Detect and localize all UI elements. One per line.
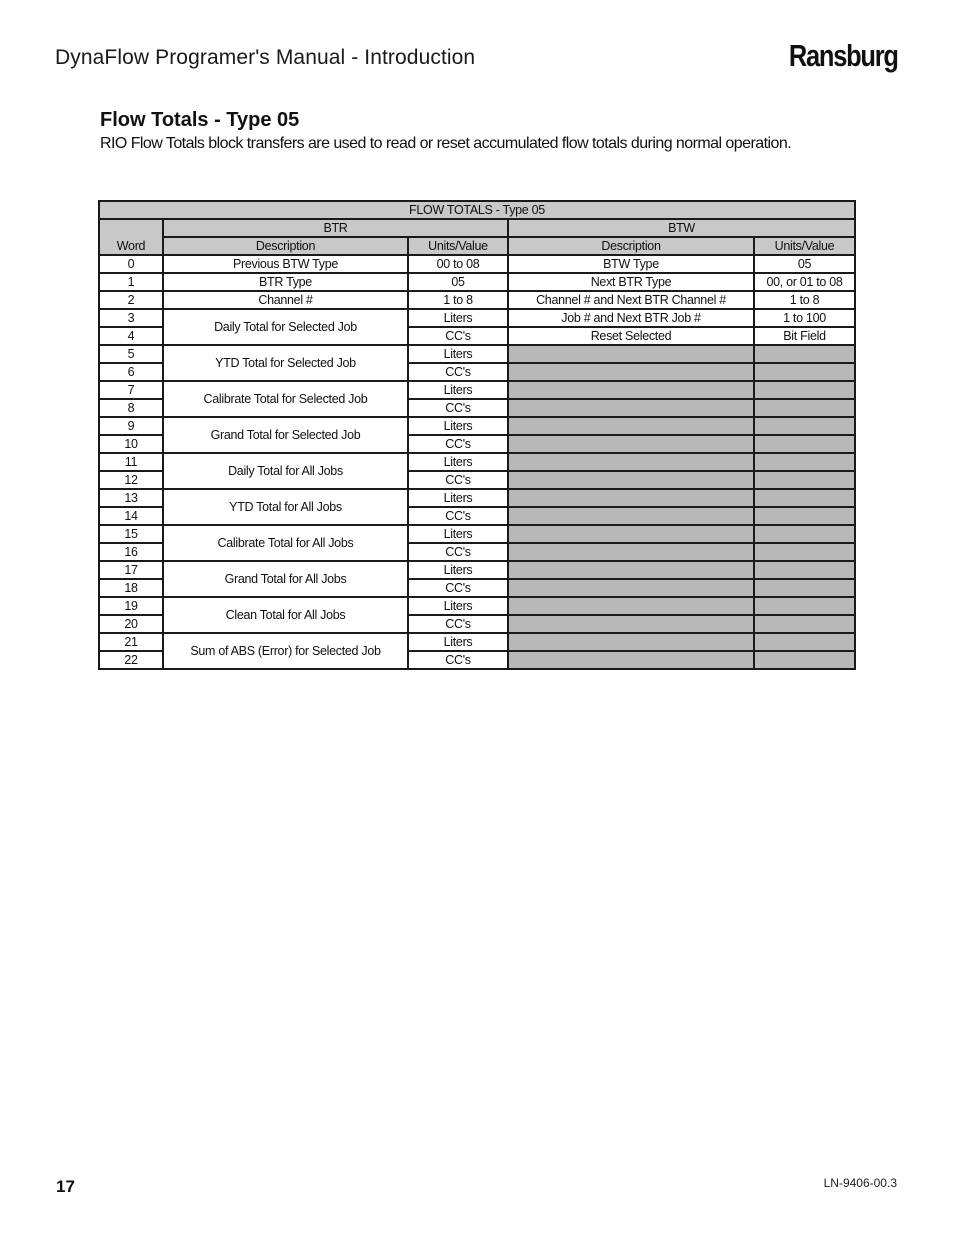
btr-units-cell: CC's bbox=[408, 399, 508, 417]
btw-units-cell bbox=[754, 651, 855, 669]
word-cell: 16 bbox=[99, 543, 163, 561]
btr-description-cell: Previous BTW Type bbox=[163, 255, 408, 273]
btr-description-cell: Grand Total for Selected Job bbox=[163, 417, 408, 453]
word-column-header: Word bbox=[99, 219, 163, 255]
document-number: LN-9406-00.3 bbox=[823, 1176, 897, 1190]
table-row bbox=[99, 561, 855, 579]
btr-units-cell: Liters bbox=[408, 453, 508, 471]
btr-description-cell: Daily Total for All Jobs bbox=[163, 453, 408, 489]
word-cell: 10 bbox=[99, 435, 163, 453]
table-row bbox=[99, 525, 855, 543]
btw-description-cell bbox=[508, 543, 754, 561]
word-cell: 13 bbox=[99, 489, 163, 507]
table-row bbox=[99, 633, 855, 651]
btr-units-header: Units/Value bbox=[408, 237, 508, 255]
btw-units-cell bbox=[754, 579, 855, 597]
word-cell: 20 bbox=[99, 615, 163, 633]
btw-description-cell bbox=[508, 507, 754, 525]
btr-units-cell: 1 to 8 bbox=[408, 291, 508, 309]
btw-units-cell: 05 bbox=[754, 255, 855, 273]
word-cell: 0 bbox=[99, 255, 163, 273]
word-cell: 18 bbox=[99, 579, 163, 597]
btw-description-cell bbox=[508, 579, 754, 597]
btw-description-cell bbox=[508, 435, 754, 453]
btw-description-cell: BTW Type bbox=[508, 255, 754, 273]
btr-units-cell: CC's bbox=[408, 435, 508, 453]
btw-description-cell: Next BTR Type bbox=[508, 273, 754, 291]
table-row bbox=[99, 417, 855, 435]
btr-units-cell: Liters bbox=[408, 525, 508, 543]
page-header-title: DynaFlow Programer's Manual - Introduction bbox=[55, 46, 476, 69]
btw-units-cell bbox=[754, 597, 855, 615]
btw-units-cell bbox=[754, 471, 855, 489]
btr-units-cell: Liters bbox=[408, 489, 508, 507]
btw-units-cell bbox=[754, 561, 855, 579]
btr-group-header: BTR bbox=[163, 219, 508, 237]
table-row bbox=[99, 597, 855, 615]
btr-description-header: Description bbox=[163, 237, 408, 255]
word-cell: 8 bbox=[99, 399, 163, 417]
btr-description-cell: Daily Total for Selected Job bbox=[163, 309, 408, 345]
btr-units-cell: CC's bbox=[408, 615, 508, 633]
btr-description-cell: Sum of ABS (Error) for Selected Job bbox=[163, 633, 408, 669]
btr-units-cell: Liters bbox=[408, 417, 508, 435]
word-cell: 17 bbox=[99, 561, 163, 579]
btw-units-header: Units/Value bbox=[754, 237, 855, 255]
btw-description-cell bbox=[508, 453, 754, 471]
table-row bbox=[99, 381, 855, 399]
btw-description-cell bbox=[508, 561, 754, 579]
btr-units-cell: CC's bbox=[408, 543, 508, 561]
page-number: 17 bbox=[56, 1177, 75, 1196]
btw-units-cell: 1 to 100 bbox=[754, 309, 855, 327]
btw-description-cell bbox=[508, 345, 754, 363]
table-row bbox=[99, 345, 855, 363]
btw-description-cell bbox=[508, 417, 754, 435]
word-cell: 5 bbox=[99, 345, 163, 363]
btw-description-cell bbox=[508, 489, 754, 507]
btw-units-cell bbox=[754, 507, 855, 525]
btw-description-cell bbox=[508, 597, 754, 615]
word-cell: 4 bbox=[99, 327, 163, 345]
btr-units-cell: 00 to 08 bbox=[408, 255, 508, 273]
word-cell: 14 bbox=[99, 507, 163, 525]
btr-description-cell: Grand Total for All Jobs bbox=[163, 561, 408, 597]
btw-description-cell bbox=[508, 381, 754, 399]
btw-group-header: BTW bbox=[508, 219, 855, 237]
btw-units-cell: 1 to 8 bbox=[754, 291, 855, 309]
btw-units-cell: 00, or 01 to 08 bbox=[754, 273, 855, 291]
btw-description-cell bbox=[508, 471, 754, 489]
btw-description-cell: Job # and Next BTR Job # bbox=[508, 309, 754, 327]
btr-units-cell: Liters bbox=[408, 561, 508, 579]
btr-description-cell: Calibrate Total for Selected Job bbox=[163, 381, 408, 417]
section-intro: RIO Flow Totals block transfers are used to read or reset accumulated flow totals during normal operation. bbox=[100, 135, 792, 152]
btw-description-cell bbox=[508, 399, 754, 417]
flow-totals-table-container bbox=[98, 200, 854, 670]
btw-description-cell: Reset Selected bbox=[508, 327, 754, 345]
btr-description-cell: YTD Total for Selected Job bbox=[163, 345, 408, 381]
btr-units-cell: CC's bbox=[408, 363, 508, 381]
btw-units-cell bbox=[754, 633, 855, 651]
word-cell: 12 bbox=[99, 471, 163, 489]
btw-description-cell bbox=[508, 615, 754, 633]
btw-units-cell bbox=[754, 615, 855, 633]
btr-units-cell: Liters bbox=[408, 597, 508, 615]
table-row bbox=[99, 273, 855, 291]
table-row bbox=[99, 255, 855, 273]
btw-description-cell bbox=[508, 633, 754, 651]
btw-units-cell bbox=[754, 399, 855, 417]
btw-description-cell bbox=[508, 525, 754, 543]
btw-units-cell bbox=[754, 489, 855, 507]
section-title: Flow Totals - Type 05 bbox=[100, 109, 300, 131]
btr-units-cell: Liters bbox=[408, 633, 508, 651]
table-body bbox=[99, 255, 855, 669]
table-row bbox=[99, 453, 855, 471]
btr-units-cell: CC's bbox=[408, 327, 508, 345]
btw-units-cell bbox=[754, 453, 855, 471]
btw-units-cell bbox=[754, 417, 855, 435]
btr-description-cell: BTR Type bbox=[163, 273, 408, 291]
btr-description-cell: Clean Total for All Jobs bbox=[163, 597, 408, 633]
table-row bbox=[99, 489, 855, 507]
table-row bbox=[99, 291, 855, 309]
btw-units-cell bbox=[754, 363, 855, 381]
word-cell: 9 bbox=[99, 417, 163, 435]
word-cell: 19 bbox=[99, 597, 163, 615]
btr-units-cell: CC's bbox=[408, 471, 508, 489]
word-cell: 2 bbox=[99, 291, 163, 309]
word-cell: 22 bbox=[99, 651, 163, 669]
btr-units-cell: Liters bbox=[408, 345, 508, 363]
btw-description-cell bbox=[508, 363, 754, 381]
word-cell: 1 bbox=[99, 273, 163, 291]
word-cell: 7 bbox=[99, 381, 163, 399]
btr-description-cell: YTD Total for All Jobs bbox=[163, 489, 408, 525]
btw-units-cell bbox=[754, 345, 855, 363]
btr-units-cell: 05 bbox=[408, 273, 508, 291]
btr-units-cell: Liters bbox=[408, 381, 508, 399]
btr-description-cell: Channel # bbox=[163, 291, 408, 309]
btr-units-cell: Liters bbox=[408, 309, 508, 327]
btr-description-cell: Calibrate Total for All Jobs bbox=[163, 525, 408, 561]
word-cell: 11 bbox=[99, 453, 163, 471]
word-cell: 21 bbox=[99, 633, 163, 651]
btw-units-cell bbox=[754, 435, 855, 453]
brand-logo: Ransburg bbox=[789, 38, 898, 73]
btw-units-cell bbox=[754, 543, 855, 561]
btw-units-cell: Bit Field bbox=[754, 327, 855, 345]
word-cell: 3 bbox=[99, 309, 163, 327]
btw-units-cell bbox=[754, 525, 855, 543]
table-title: FLOW TOTALS - Type 05 bbox=[99, 201, 855, 219]
btw-description-header: Description bbox=[508, 237, 754, 255]
btw-units-cell bbox=[754, 381, 855, 399]
btw-description-cell bbox=[508, 651, 754, 669]
word-cell: 6 bbox=[99, 363, 163, 381]
btr-units-cell: CC's bbox=[408, 651, 508, 669]
btw-description-cell: Channel # and Next BTR Channel # bbox=[508, 291, 754, 309]
btr-units-cell: CC's bbox=[408, 507, 508, 525]
btr-units-cell: CC's bbox=[408, 579, 508, 597]
word-cell: 15 bbox=[99, 525, 163, 543]
table-row bbox=[99, 309, 855, 327]
flow-totals-table bbox=[98, 200, 856, 670]
